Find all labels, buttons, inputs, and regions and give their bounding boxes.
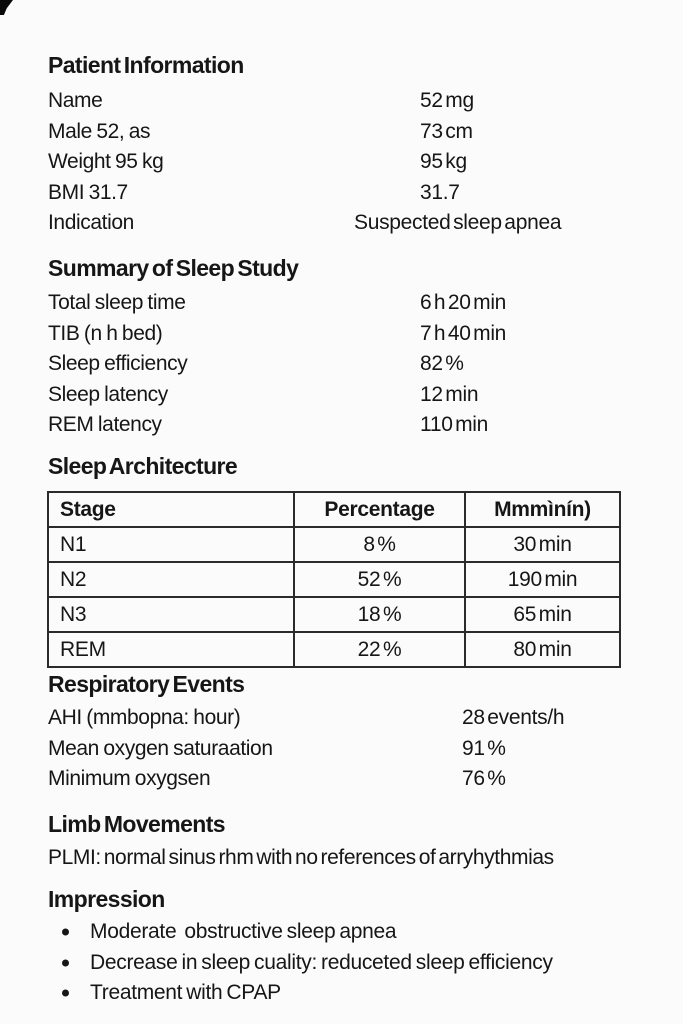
table-cell-n2-stage: N2 bbox=[48, 562, 294, 597]
sleep-architecture-heading: Sleep Architecture bbox=[48, 453, 238, 479]
patient-row-weight bbox=[0, 147, 683, 178]
patient-row-sex-age bbox=[0, 117, 683, 148]
bullet-icon bbox=[62, 929, 69, 936]
summary-row-tib bbox=[0, 319, 683, 350]
sleep-architecture-table bbox=[47, 491, 621, 668]
list-item bbox=[0, 917, 683, 948]
respiratory-row-ahi-value: 28 events/h bbox=[462, 706, 565, 730]
table-header-row bbox=[48, 492, 620, 527]
patient-row-name-value: 52 mg bbox=[420, 89, 474, 113]
summary-heading: Summary of Sleep Study bbox=[48, 255, 299, 281]
table-cell-n3-minutes: 65 min bbox=[465, 597, 620, 632]
table-cell-rem-minutes: 80 min bbox=[465, 632, 620, 667]
respiratory-row-ahi bbox=[0, 703, 683, 734]
table-cell-rem-stage: REM bbox=[48, 632, 294, 667]
patient-row-bmi-label: BMI 31.7 bbox=[48, 180, 128, 204]
summary-row-tib-label: TIB (n h bed) bbox=[48, 321, 163, 345]
table-row-n3 bbox=[48, 597, 620, 632]
respiratory-row-min-sat-label: Minimum oxygsen bbox=[48, 767, 211, 791]
table-cell-n2-minutes: 190 min bbox=[465, 562, 620, 597]
impression-bullet-1: Moderate obstructive sleep apnea bbox=[90, 920, 397, 944]
summary-row-latency-value: 12 min bbox=[420, 382, 479, 406]
summary-row-efficiency-value: 82 % bbox=[420, 352, 464, 376]
respiratory-row-mean-sat bbox=[0, 734, 683, 765]
patient-row-name bbox=[0, 86, 683, 117]
summary-rows bbox=[0, 288, 683, 441]
table-row-n1 bbox=[48, 527, 620, 562]
respiratory-rows bbox=[0, 703, 683, 795]
patient-row-indication bbox=[0, 208, 683, 239]
patient-row-weight-value: 95 kg bbox=[420, 150, 467, 174]
summary-row-rem-latency bbox=[0, 410, 683, 441]
bullet-icon bbox=[62, 959, 69, 966]
summary-row-tib-value: 7 h 40 min bbox=[420, 321, 507, 345]
table-cell-n1-minutes: 30 min bbox=[465, 527, 620, 562]
summary-row-latency bbox=[0, 380, 683, 411]
impression-bullet-list bbox=[0, 917, 683, 1009]
respiratory-row-mean-sat-label: Mean oxygen saturaation bbox=[48, 736, 273, 760]
respiratory-row-ahi-label: AHI (mmbopna: hour) bbox=[48, 706, 241, 730]
table-cell-n1-percentage: 8 % bbox=[294, 527, 465, 562]
patient-information-heading: Patient Information bbox=[48, 52, 244, 78]
summary-row-efficiency bbox=[0, 349, 683, 380]
table-header-minutes: Mmmìnín) bbox=[465, 492, 620, 527]
impression-heading: Impression bbox=[48, 886, 165, 912]
table-cell-n3-stage: N3 bbox=[48, 597, 294, 632]
patient-row-sex-age-value: 73 cm bbox=[420, 119, 473, 143]
summary-row-tst bbox=[0, 288, 683, 319]
table-cell-n1-stage: N1 bbox=[48, 527, 294, 562]
table-cell-rem-percentage: 22 % bbox=[294, 632, 465, 667]
patient-row-sex-age-label: Male 52, as bbox=[48, 119, 151, 143]
scan-artifact-blob bbox=[0, 0, 13, 15]
plmi-text: PLMI: normal sinus rhm with no references of arryhythmias bbox=[48, 846, 554, 869]
respiratory-row-min-sat-value: 76 % bbox=[462, 767, 506, 791]
limb-movements-heading: Limb Movements bbox=[48, 811, 225, 837]
table-cell-n2-percentage: 52 % bbox=[294, 562, 465, 597]
respiratory-events-heading: Respiratory Events bbox=[48, 671, 245, 697]
patient-row-bmi-value: 31.7 bbox=[420, 180, 460, 204]
impression-bullet-3: Treatment with CPAP bbox=[90, 981, 281, 1005]
patient-row-indication-value: Suspected sleep apnea bbox=[354, 211, 562, 235]
list-item bbox=[0, 978, 683, 1009]
patient-row-indication-label: Indication bbox=[48, 211, 134, 235]
bullet-icon bbox=[62, 990, 69, 997]
summary-row-tst-label: Total sleep time bbox=[48, 291, 186, 315]
table-header-percentage: Percentage bbox=[294, 492, 465, 527]
respiratory-row-mean-sat-value: 91 % bbox=[462, 736, 506, 760]
patient-row-weight-label: Weight 95 kg bbox=[48, 150, 164, 174]
table-cell-n3-percentage: 18 % bbox=[294, 597, 465, 632]
summary-row-latency-label: Sleep latency bbox=[48, 382, 168, 406]
patient-row-name-label: Name bbox=[48, 89, 103, 113]
table-row-rem bbox=[48, 632, 620, 667]
impression-bullet-2: Decrease in sleep cuality: reduceted sleep efficiency bbox=[90, 950, 553, 974]
summary-row-rem-latency-value: 110 min bbox=[420, 413, 489, 437]
patient-information-rows bbox=[0, 86, 683, 239]
patient-row-bmi bbox=[0, 178, 683, 209]
summary-row-efficiency-label: Sleep efficiency bbox=[48, 352, 188, 376]
list-item bbox=[0, 948, 683, 979]
respiratory-row-min-sat bbox=[0, 764, 683, 795]
table-row-n2 bbox=[48, 562, 620, 597]
table-header-stage: Stage bbox=[48, 492, 294, 527]
summary-row-rem-latency-label: REM latency bbox=[48, 413, 162, 437]
summary-row-tst-value: 6 h 20 min bbox=[420, 291, 507, 315]
